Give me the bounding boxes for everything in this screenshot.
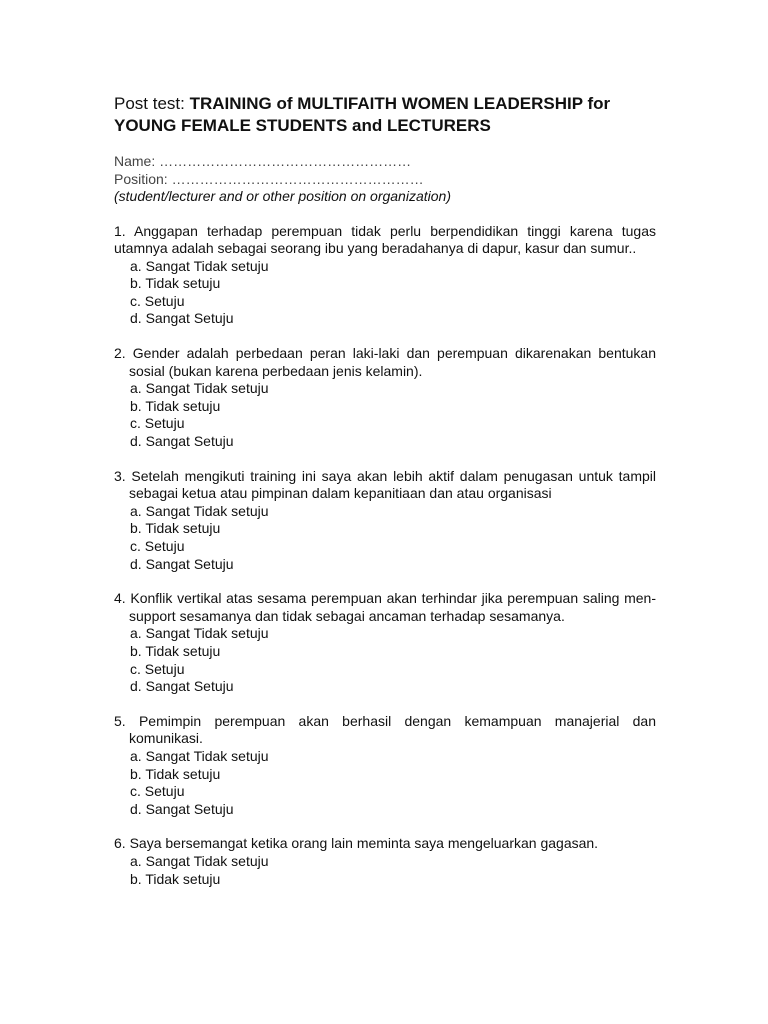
page-title bbox=[114, 93, 656, 137]
question-1 bbox=[114, 223, 656, 329]
option-a: a. Sangat Tidak setuju bbox=[130, 747, 269, 764]
question-4 bbox=[114, 590, 656, 696]
option-a: a. Sangat Tidak setuju bbox=[130, 380, 269, 397]
option-c: c. Setuju bbox=[130, 783, 185, 800]
position-note: (student/lecturer and or other position on organization) bbox=[114, 188, 451, 204]
option-d: d. Sangat Setuju bbox=[130, 310, 234, 327]
option-b: b. Tidak setuju bbox=[130, 275, 221, 292]
option-a: a. Sangat Tidak setuju bbox=[130, 257, 269, 274]
option-d: d. Sangat Setuju bbox=[130, 678, 234, 695]
option-d: d. Sangat Setuju bbox=[130, 800, 234, 817]
option-b: b. Tidak setuju bbox=[130, 870, 221, 887]
question-5 bbox=[114, 713, 656, 819]
question-3 bbox=[114, 468, 656, 574]
option-list bbox=[114, 853, 656, 888]
question-2 bbox=[114, 345, 656, 451]
title-prefix: Post test: bbox=[114, 94, 190, 113]
question-text: 5. Pemimpin perempuan akan berhasil dengan kemampuan manajerial dan komunikasi. bbox=[114, 712, 656, 747]
option-b: b. Tidak setuju bbox=[130, 397, 221, 414]
option-b: b. Tidak setuju bbox=[130, 520, 221, 537]
option-list bbox=[114, 748, 656, 818]
option-b: b. Tidak setuju bbox=[130, 642, 221, 659]
option-list bbox=[114, 625, 656, 695]
option-list bbox=[114, 503, 656, 573]
position-field: Position: ……………………………………………… bbox=[114, 170, 424, 187]
option-a: a. Sangat Tidak setuju bbox=[130, 625, 269, 642]
title-bold: TRAINING of MULTIFAITH WOMEN LEADERSHIP for YOUNG FEMALE STUDENTS and LECTURERS bbox=[114, 94, 611, 135]
option-c: c. Setuju bbox=[130, 660, 185, 677]
option-list bbox=[114, 380, 656, 450]
question-6 bbox=[114, 835, 656, 888]
option-c: c. Setuju bbox=[130, 415, 185, 432]
document-page bbox=[114, 93, 656, 888]
question-text: 2. Gender adalah perbedaan peran laki-laki dan perempuan dikarenakan bentukan sosial (bukan karena perbedaan jenis kelamin). bbox=[114, 345, 656, 379]
option-a: a. Sangat Tidak setuju bbox=[130, 852, 269, 869]
option-a: a. Sangat Tidak setuju bbox=[130, 502, 269, 519]
option-list bbox=[114, 258, 656, 328]
question-text: 6. Saya bersemangat ketika orang lain meminta saya mengeluarkan gagasan. bbox=[114, 835, 599, 852]
option-c: c. Setuju bbox=[130, 292, 185, 309]
option-c: c. Setuju bbox=[130, 538, 185, 554]
option-d: d. Sangat Setuju bbox=[130, 433, 234, 450]
question-text: 4. Konflik vertikal atas sesama perempuan akan terhindar jika perempuan saling men-support sesamanya dan tidak sebagai ancaman terhadap sesamanya. bbox=[114, 590, 656, 624]
option-b: b. Tidak setuju bbox=[130, 765, 221, 782]
respondent-info bbox=[114, 153, 656, 206]
question-text: 3. Setelah mengikuti training ini saya akan lebih aktif dalam penugasan untuk tampil sebagai ketua atau pimpinan dalam kepanitiaan dan atau organisasi bbox=[114, 467, 656, 502]
question-text: 1. Anggapan terhadap perempuan tidak perlu berpendidikan tinggi karena tugas utamnya adalah sebagai seorang ibu yang beradahanya di dapur, kasur dan sumur.. bbox=[114, 222, 656, 257]
name-field: Name: ……………………………………………… bbox=[114, 153, 412, 169]
option-d: d. Sangat Setuju bbox=[130, 555, 234, 572]
